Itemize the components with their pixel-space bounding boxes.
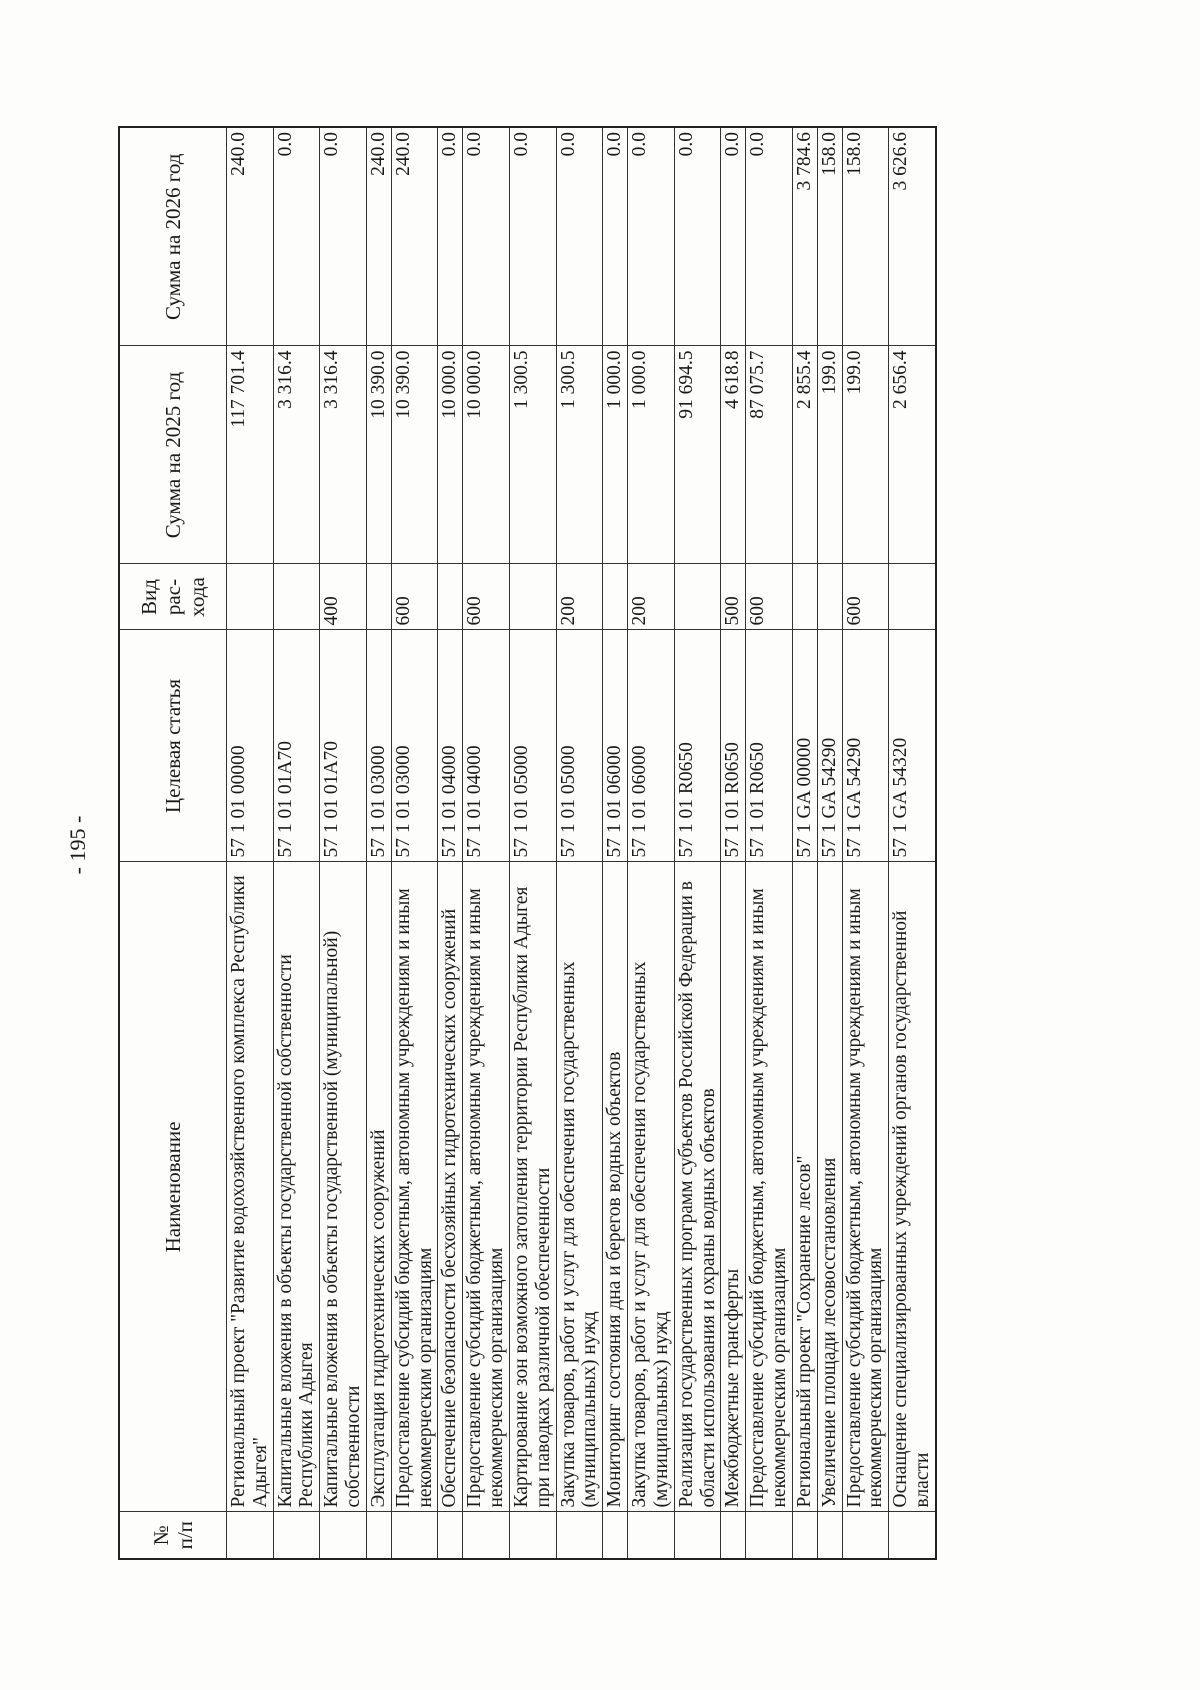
- cell-num: [889, 1512, 936, 1559]
- budget-table: [118, 126, 937, 1560]
- cell-vid: [889, 564, 936, 630]
- table-row: [889, 127, 936, 1559]
- cell-num: [674, 1512, 721, 1559]
- cell-name: Региональный проект "Развитие водохозяйственного комплекса Республики Адыгея": [227, 862, 274, 1512]
- cell-sum-2026: 158.0: [817, 127, 842, 346]
- cell-sum-2026: 0.0: [273, 127, 320, 346]
- header-num: № п/п: [119, 1512, 227, 1559]
- table-body: [227, 127, 936, 1559]
- cell-sum-2025: 117 701.4: [227, 346, 274, 564]
- cell-sum-2025: 10 000.0: [438, 346, 463, 564]
- cell-sum-2025: 87 075.7: [746, 346, 793, 564]
- budget-table-container: [118, 128, 1082, 1560]
- cell-vid: 400: [320, 564, 367, 630]
- cell-sum-2025: 91 694.5: [674, 346, 721, 564]
- cell-vid: [674, 564, 721, 630]
- cell-sum-2026: 3 626.6: [889, 127, 936, 346]
- table-row: [792, 127, 817, 1559]
- cell-target: 57 1 01 03000: [391, 630, 438, 862]
- cell-vid: 600: [463, 564, 510, 630]
- cell-sum-2025: 3 316.4: [273, 346, 320, 564]
- cell-name: Предоставление субсидий бюджетным, автономным учреждениям и иным некоммерческим организациям: [746, 862, 793, 1512]
- cell-sum-2026: 0.0: [438, 127, 463, 346]
- cell-num: [366, 1512, 391, 1559]
- cell-target: 57 1 GA 54320: [889, 630, 936, 862]
- table-row: [817, 127, 842, 1559]
- cell-vid: [603, 564, 628, 630]
- cell-sum-2026: 0.0: [674, 127, 721, 346]
- cell-sum-2026: 0.0: [721, 127, 746, 346]
- cell-target: 57 1 01 R0650: [674, 630, 721, 862]
- cell-sum-2025: 2 855.4: [792, 346, 817, 564]
- cell-sum-2025: 10 000.0: [463, 346, 510, 564]
- table-row: [320, 127, 367, 1559]
- cell-target: 57 1 01 03000: [366, 630, 391, 862]
- page-number: - 195 -: [65, 815, 90, 875]
- cell-num: [320, 1512, 367, 1559]
- table-row: [391, 127, 438, 1559]
- cell-num: [792, 1512, 817, 1559]
- cell-vid: [273, 564, 320, 630]
- table-row: [366, 127, 391, 1559]
- cell-target: 57 1 GA 54290: [842, 630, 889, 862]
- cell-vid: 200: [556, 564, 603, 630]
- cell-sum-2025: 4 618.8: [721, 346, 746, 564]
- table-row: [227, 127, 274, 1559]
- cell-sum-2025: 199.0: [842, 346, 889, 564]
- cell-vid: 500: [721, 564, 746, 630]
- cell-vid: [366, 564, 391, 630]
- cell-name: Закупка товаров, работ и услуг для обеспечения государственных (муниципальных) нужд: [556, 862, 603, 1512]
- cell-target: 57 1 01 05000: [509, 630, 556, 862]
- table-row: [556, 127, 603, 1559]
- cell-sum-2026: 240.0: [391, 127, 438, 346]
- cell-num: [509, 1512, 556, 1559]
- table-row: [721, 127, 746, 1559]
- header-sum-2026: Сумма на 2026 год: [119, 127, 227, 346]
- cell-target: 57 1 01 00000: [227, 630, 274, 862]
- cell-name: Эксплуатация гидротехнических сооружений: [366, 862, 391, 1512]
- cell-sum-2025: 1 300.5: [556, 346, 603, 564]
- cell-sum-2026: 0.0: [628, 127, 675, 346]
- cell-name: Реализация государственных программ субъектов Российской Федерации в области использования и охраны водных объектов: [674, 862, 721, 1512]
- cell-sum-2025: 10 390.0: [366, 346, 391, 564]
- cell-name: Картирование зон возможного затопления территории Республики Адыгея при паводках различной обеспеченности: [509, 862, 556, 1512]
- cell-sum-2026: 158.0: [842, 127, 889, 346]
- cell-num: [438, 1512, 463, 1559]
- cell-target: 57 1 01 06000: [628, 630, 675, 862]
- table-header-row: [119, 127, 227, 1559]
- header-target: Целевая статья: [119, 630, 227, 862]
- table-row: [842, 127, 889, 1559]
- cell-sum-2025: 1 300.5: [509, 346, 556, 564]
- cell-sum-2025: 199.0: [817, 346, 842, 564]
- cell-num: [227, 1512, 274, 1559]
- table-row: [603, 127, 628, 1559]
- cell-sum-2025: 1 000.0: [603, 346, 628, 564]
- cell-name: Увеличение площади лесовосстановления: [817, 862, 842, 1512]
- table-row: [273, 127, 320, 1559]
- cell-num: [721, 1512, 746, 1559]
- table-row: [509, 127, 556, 1559]
- cell-num: [746, 1512, 793, 1559]
- cell-name: Капитальные вложения в объекты государственной (муниципальной) собственности: [320, 862, 367, 1512]
- cell-num: [391, 1512, 438, 1559]
- cell-vid: [438, 564, 463, 630]
- cell-vid: [509, 564, 556, 630]
- cell-target: 57 1 01 01А70: [273, 630, 320, 862]
- cell-target: 57 1 01 05000: [556, 630, 603, 862]
- cell-sum-2026: 0.0: [320, 127, 367, 346]
- cell-name: Межбюджетные трансферты: [721, 862, 746, 1512]
- cell-vid: [817, 564, 842, 630]
- cell-sum-2026: 0.0: [746, 127, 793, 346]
- cell-target: 57 1 01 01А70: [320, 630, 367, 862]
- cell-name: Обеспечение безопасности бесхозяйных гидротехнических сооружений: [438, 862, 463, 1512]
- header-name: Наименование: [119, 862, 227, 1512]
- cell-sum-2026: 0.0: [603, 127, 628, 346]
- cell-vid: [227, 564, 274, 630]
- table-row: [746, 127, 793, 1559]
- cell-vid: 600: [842, 564, 889, 630]
- cell-num: [556, 1512, 603, 1559]
- cell-num: [628, 1512, 675, 1559]
- cell-sum-2025: 2 656.4: [889, 346, 936, 564]
- cell-target: 57 1 GA 54290: [817, 630, 842, 862]
- cell-target: 57 1 01 R0650: [721, 630, 746, 862]
- cell-num: [463, 1512, 510, 1559]
- cell-sum-2025: 10 390.0: [391, 346, 438, 564]
- cell-num: [603, 1512, 628, 1559]
- cell-name: Предоставление субсидий бюджетным, автономным учреждениям и иным некоммерческим организациям: [842, 862, 889, 1512]
- cell-target: 57 1 01 04000: [463, 630, 510, 862]
- cell-target: 57 1 01 R0650: [746, 630, 793, 862]
- cell-num: [273, 1512, 320, 1559]
- table-row: [438, 127, 463, 1559]
- cell-vid: 600: [746, 564, 793, 630]
- cell-sum-2025: 3 316.4: [320, 346, 367, 564]
- header-sum-2025: Сумма на 2025 год: [119, 346, 227, 564]
- cell-name: Региональный проект "Сохранение лесов": [792, 862, 817, 1512]
- cell-name: Мониторинг состояния дна и берегов водных объектов: [603, 862, 628, 1512]
- cell-vid: [792, 564, 817, 630]
- cell-target: 57 1 GA 00000: [792, 630, 817, 862]
- table-row: [463, 127, 510, 1559]
- cell-target: 57 1 01 06000: [603, 630, 628, 862]
- header-vid: Вид рас-хода: [119, 564, 227, 630]
- cell-target: 57 1 01 04000: [438, 630, 463, 862]
- cell-sum-2026: 240.0: [366, 127, 391, 346]
- cell-sum-2026: 3 784.6: [792, 127, 817, 346]
- cell-name: Предоставление субсидий бюджетным, автономным учреждениям и иным некоммерческим организациям: [463, 862, 510, 1512]
- cell-vid: 600: [391, 564, 438, 630]
- cell-sum-2026: 0.0: [509, 127, 556, 346]
- table-row: [628, 127, 675, 1559]
- cell-sum-2025: 1 000.0: [628, 346, 675, 564]
- cell-num: [817, 1512, 842, 1559]
- cell-name: Капитальные вложения в объекты государственной собственности Республики Адыгея: [273, 862, 320, 1512]
- cell-sum-2026: 0.0: [556, 127, 603, 346]
- cell-sum-2026: 240.0: [227, 127, 274, 346]
- table-row: [674, 127, 721, 1559]
- cell-num: [842, 1512, 889, 1559]
- cell-name: Предоставление субсидий бюджетным, автономным учреждениям и иным некоммерческим организациям: [391, 862, 438, 1512]
- cell-sum-2026: 0.0: [463, 127, 510, 346]
- cell-name: Оснащение специализированных учреждений органов государственной власти: [889, 862, 936, 1512]
- cell-vid: 200: [628, 564, 675, 630]
- cell-name: Закупка товаров, работ и услуг для обеспечения государственных (муниципальных) нужд: [628, 862, 675, 1512]
